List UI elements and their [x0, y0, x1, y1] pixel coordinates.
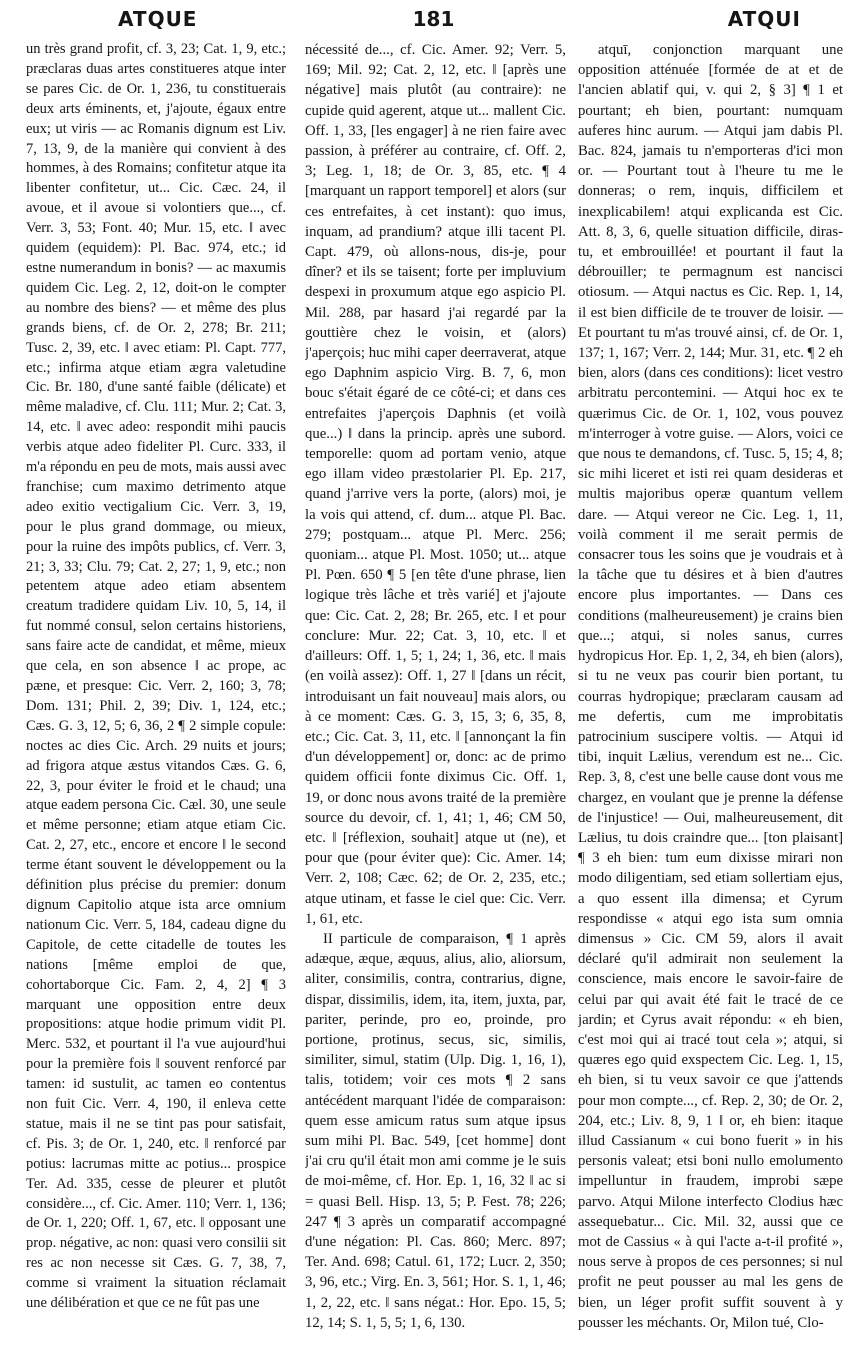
- page-number: 181: [412, 7, 455, 31]
- entry-section-ii: II particule de comparaison, ¶ 1 après adæque, æque, æquus, alius, alio, aliorsum, aliter, consimilis, contra, contrarius, digne, dispar, dissimilis, idem, ita, item, juxta, par, pariter, perinde, pro eo, proinde, pro portione, protinus, secus, sic, similis, similiter, simul, statim (Ulp. Dig. 1, 16, 1), talis, totidem; voir ces mots ¶ 2 sans antécédent marquant l'idée de comparaison: quem esse amicum ratus sum atque ipsus sum mihi Pl. Bac. 549, [cet homme] dont j'ai cru qu'il était mon ami comme je le suis de moi-même, cf. Hor. Ep. 1, 16, 32 ‖ ac si = quasi Bell. Hisp. 13, 5; P. Fest. 78; 226; 247 ¶ 3 après un comparatif accompagné d'une négation: Pl. Cas. 860; Merc. 897; Ter. And. 698; Catul. 61, 172; Lucr. 2, 350; 3, 96, etc.; Virg. En. 3, 561; Hor. S. 1, 1, 46; 1, 2, 22, etc. ‖ sans négat.: Hor. Epo. 15, 5; 12, 14; S. 1, 5, 5; 1, 6, 130.: [305, 930, 566, 1331]
- page-header: [0, 0, 867, 36]
- running-head-right: ATQUI: [727, 7, 801, 31]
- entry-text: nécessité de..., cf. Cic. Amer. 92; Verr. 5, 169; Mil. 92; Cat. 2, 12, etc. ‖ [après une négative] mais plutôt (au contraire): ne cupide quid agerent, atque ut... mallent Cic. Off. 1, 33, [les engager] à ne rien faire avec passion, à préférer au contraire, cf. Off. 2, 3; Leg. 1, 18; de Or. 3, 85, etc. ¶ 4 [marquant un rapport temporel] et alors (sur ces entrefaites, à cet instant): quo imus, inquam, ad prandium? atque illi tacent Pl. Capt. 479, où allons-nous, dis-je, pour dîner? et ils se taisent; forte per impluvium despexi in proxumum atque ego aspicio Pl. Mil. 288, par hasard j'ai regardé par la gouttière chez le voisin, et (alors) j'aperçois; huc mihi caper deerraverat, atque ego Daphnim aspicio Virg. B. 7, 6, mon bouc s'était égaré de ce côté-ci; et dans ces entrefaites j'aperçois Daphnis (et voilà que...) ‖ dans la princip. après une subord. temporelle: quom ad portam venio, atque ego illam video præstolarier Pl. Ep. 217, quand j'arrive vers la porte, (alors) moi, je la vois qui attend, cf. dum... atque Pl. Bac. 279; postquam... atque Pl. Merc. 256; quoniam... atque Pl. Most. 1050; ut... atque Pl. Pœn. 650 ¶ 5 [en tête d'une phrase, lien logique très lâche et très varié] et j'ajoute que: Cic. Cat. 2, 28; Br. 265, etc. ‖ et pour conclure: Mur. 22; Cat. 3, 10, etc. ‖ et d'ailleurs: Off. 1, 5; 1, 24; 1, 36, etc. ‖ mais (en voilà assez): Off. 1, 27 ‖ [dans un récit, introduisant un fait nouveau] mais alors, ou à ce moment: Cæs. G. 3, 15, 3; 6, 35, 8, etc.; Cic. Cat. 3, 11, etc. ‖ [annonçant la fin d'un développement] or, donc: ac de primo quidem officii fonte diximus Cic. Off. 1, 19, or donc nous avons traité de la première source du devoir, cf. 1, 41; 1, 46; CM 50, etc. ‖ [réflexion, souhait] atque ut (ne), et pour que (pour éviter que): Cic. Amer. 14; Verr. 2, 108; Cæc. 62; de Or. 2, 235, etc.; atque utinam, et fasse le ciel que: Cic. Verr. 1, 61, etc.: [305, 42, 566, 927]
- column-2: [305, 40, 566, 1342]
- column-3: [578, 40, 843, 1342]
- running-head-left: ATQUE: [118, 7, 198, 31]
- entry-text: un très grand profit, cf. 3, 23; Cat. 1, 9, etc.; præclaras duas artes constitueres atque inter se pares Cic. de Or. 1, 236, tu constituerais deux arts éminents, et, j'ajoute, égaux entre eux; ut viris — ac Romanis dignum est Liv. 7, 13, 9, de la manière qui convient à des hommes, à des Romains; confitetur atque ita libenter confitetur, ut... Cic. Cæc. 24, il avoue, et il avoue si volontiers que..., cf. Verr. 3, 53; Font. 40; Mur. 15, etc. ‖ avec quidem (equidem): Pl. Bac. 974, etc.; id estne numerandum in bonis? — ac maxumis quidem Cic. Leg. 2, 12, doit-on le compter au nombre des biens? — et même des plus grands biens, cf. de Or. 2, 278; Br. 211; Tusc. 2, 39, etc. ‖ avec etiam: Pl. Capt. 777, etc.; infirma atque etiam ægra valetudine Cic. Br. 180, d'une santé faible (délicate) et même maladive, cf. Clu. 111; Mur. 2; Cat. 3, 14, etc. ‖ avec adeo: respondit mihi paucis verbis atque adeo fideliter Pl. Curc. 333, il m'a répondu en peu de mots, mais aussi avec franchise; cum maximo detrimento atque adeo exitio vectigalium Cic. Verr. 3, 19, pour le plus grand dommage, ou mieux, pour la ruine des impôts publics, cf. Verr. 3, 21; 3, 33; Clu. 79; Cat. 2, 27; 1, 9, etc.; non petentem atque adeo etiam absentem creatum tradidere quidam Liv. 10, 5, 14, il fut nommé consul, selon certains historiens, sans faire acte de candidat, et même, mieux que cela, en son absence ‖ ac prope, ac pæne, et presque: Cic. Verr. 2, 160; 3, 78; Dom. 131; Phil. 2, 39; Div. 1, 124, etc.; Cæs. G. 3, 12, 5; 6, 36, 2 ¶ 2 simple copule: noctes ac dies Cic. Arch. 29 nuits et jours; ad frigora atque æstus vitandos Cæs. G. 6, 22, 3, pour éviter le froid et le chaud; una atque eadem persona Cic. Cæl. 30, une seule et même personne; etiam atque etiam Cic. Cat. 2, 27, etc., encore et encore ‖ le second terme étant souvent le développement ou la définition plus précise du premier: donum dignum Capitolio atque ista arce omnium nationum Cic. Verr. 5, 184, cadeau digne du Capitole, de cette citadelle de toutes les nations [même emploi de que, cohortaborque Cic. Fam. 2, 4, 2] ¶ 3 marquant une opposition entre deux propositions: atque hodie primum vidit Pl. Merc. 532, et pourtant il l'a vue aujourd'hui pour la première fois ‖ souvent renforcé par tamen: id sustulit, ac tamen eo contentus non fuit Cic. Verr. 4, 190, il enleva cette statue, mais il ne se tint pas pour satisfait, cf. Pis. 3; de Or. 1, 240, etc. ‖ renforcé par potius: lacrumas mitte ac potius... prospice Ter. Ad. 335, cesse de pleurer et plutôt considère..., cf. Cic. Amer. 110; Verr. 1, 136; de Or. 1, 220; Off. 1, 67, etc. ‖ opposant une prop. négative, ac non: quasi vero consilii sit res ac non necesse sit Cæs. G. 7, 38, 7, comme si vraiment la situation réclamait une délibération et que ce ne fût pas une: [26, 41, 286, 1312]
- column-1: [26, 40, 286, 1342]
- entry-atqui: atquī, conjonction marquant une opposition atténuée [formée de at et de l'ancien ablatif qui, v. qui 2, § 3] ¶ 1 et pourtant; eh bien, pourtant: numquam auferes hinc aurum. — Atqui jam dabis Pl. Bac. 824, jamais tu n'emporteras d'ici mon or. — Pourtant tout à l'heure tu me le donneras; o rem, inquis, difficilem et inexplicabilem! atqui explicanda est Cic. Att. 8, 3, 6, quelle situation difficile, diras-tu, et embrouillée! et pourtant il faut la débrouiller; te permagnum est nancisci otiosum. — Atqui nactus es Cic. Rep. 1, 14, il est bien difficile de te trouver de loisir. — Et pourtant tu m'as trouvé ainsi, cf. de Or. 1, 137; 1, 167; Verr. 2, 144; Mur. 31, etc. ¶ 2 eh bien, alors (dans ces conditions): licet vestro arbitratu percontemini. — Atqui hoc ex te quærimus Cic. de Or. 1, 102, vous pouvez m'interroger à votre guise. — Alors, voici ce que nous te demandons, cf. Tusc. 5, 15; 4, 8; sic mihi liceret et isti rei quam desideras et multis majoribus operæ quantum vellem dare. — Atqui vereor ne Cic. Leg. 1, 11, voilà comment il me serait permis de consacrer tous les soins que je voudrais et à la tâche que tu désires et à bien d'autres encore plus importantes. — Dans ces conditions (malheureusement) je crains bien que...; atqui, si noles sanus, curres hydropicus Hor. Ep. 1, 2, 34, eh bien (alors), si tu ne veux pas courir bien portant, tu courras hydropique; præclaram causam ad me defertis, cum me improbitatis patrocinium suscipere voltis. — Atqui id tibi, inquit Lælius, verendum est ne... Cic. Rep. 3, 8, c'est une belle cause dont vous me chargez, en voulant que je prenne la défense de l'injustice! — Oui, malheureusement, dit Lælius, tu dois craindre que... [ton plaisant] ¶ 3 eh bien: tum eum dixisse mirari non modo diligentiam, sed etiam sollertiam ejus, a quo essent illa dimensa; et Cyrum respondisse « atqui ego ista sum omnia dimensus » Cic. CM 59, alors il avait déclaré qu'il admirait non seulement la conscience, mais encore le savoir-faire de celui par qui avait été fait le tracé de ce jardin; et Cyrus avait répondu: « eh bien, c'est moi qui ai tracé tout cela »; atqui, si quæres ego quid exspectem Cic. Leg. 1, 15, eh bien, si tu veux savoir ce que j'attends pour mon compte..., cf. Rep. 2, 30; de Or. 2, 204, etc.; Liv. 8, 9, 1 ‖ or, eh bien: itaque illud Cassianum « cui bono fuerit » in his personis valeat; etsi boni nullo emolumento impelluntur in fraudem, improbi sæpe parvo. Atqui Milone interfecto Clodius hæc assequebatur... Cic. Mil. 32, aussi que ce mot de Cassius « à qui l'acte a-t-il profité », nous serve à propos de ces personnes; si nul profit ne peut pousser au mal les gens de bien, un léger profit suffit souvent à y pousser les méchants. Or, Milon tué, Clo-: [578, 42, 843, 1331]
